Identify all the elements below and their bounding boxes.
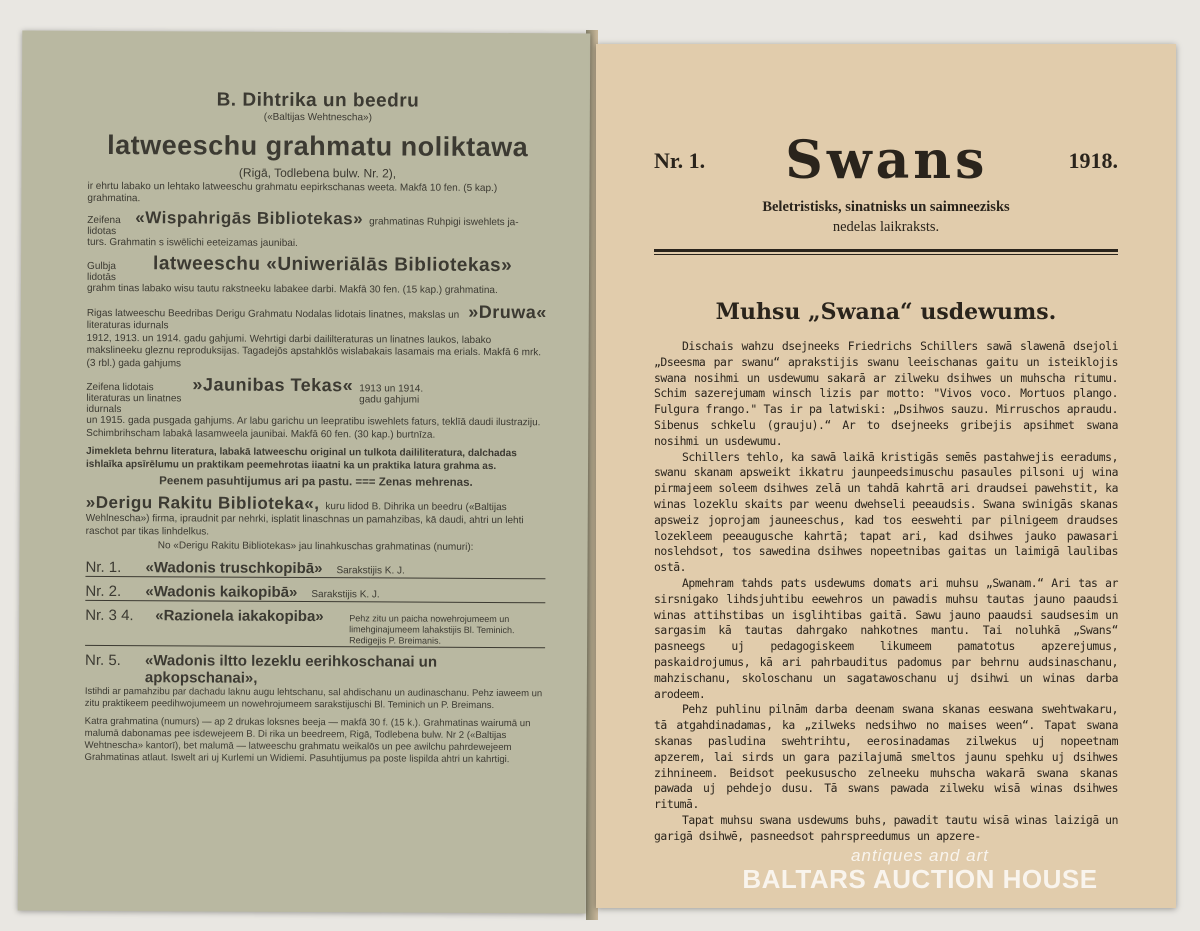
book-list [85,558,546,711]
subtitle-line2: nedelas laikraksts. [832,219,940,235]
newspaper-title: Swans [785,130,989,191]
masthead [654,130,1118,191]
b3-text2: 1912, 1913. un 1914. gadu gahjumi. Wehrtigi darbi daililteraturas un linatnes laukos, labako makslineeku gleznu reproduksijas. Tagadejōs apstahklōs wislabakais lasamais ma erials. Makfā 6 mrk. (3 rbl.) gada gahjums [86,332,542,369]
watermark-large: BALTARS AUCTION HOUSE [742,864,1098,894]
store-name: latweeschu grahmatu noliktawa [107,129,529,162]
drb-right: kuru lidod B. Dihrika un beedru («Baltijas [325,501,507,514]
b1-left: Zeifena lidotas [87,214,121,237]
article-paragraph: Dischais wahzu dsejneeks Friedrichs Schillers sawā slawenā dsejoli „Dseesma par swanu“ aprakstijis swanu leeischanas gaitu un isteiklojis swana nosihmi un usdewumu sakarā ar zilweku dsihwes un muhscha ritumu. Schim sazerejumam winsch lizis par motto: "Vivos voco. Mortuos plango. Fulgura frango." Tas ir pa latwiski: „Dsihwos sauzu. Mirruschos apraudu. Sibenus schkelu (grauju).“ Ar to dsejneeks gribejis apsihmet swana nosihmi un usdewumu. [654,339,1118,448]
b2-title: latweeschu «Uniweriālās Bibliotekas» [153,253,513,277]
subtitle-line1: Beletristisks, sinatnisks un saimneezisks [762,199,1010,215]
left-page [18,31,591,914]
watermark [720,848,1120,895]
issue-number: Nr. 1. [654,147,706,173]
list-item: Nr. 3 4. «Razionela iakakopiba» Pehz zitu un paicha nowehrojumeem un limehginajumeem lahakstijis Bl. Teminich. Redigejis P. Breimanis. [85,606,545,647]
b1-text: turs. Grahmatin s iswēlichi eeteizamas jaunibai. [87,236,298,249]
watermark-small: antiques and art [851,846,989,865]
b5-text: Jimekleta behrnu literatura, labakā latweeschu original un tulkota daililiteratura, dalchadas ishlaīka apsīrēlumu un praktikam peemehrotas iiaatni ka un praktika latura grahma as. [86,445,517,472]
article-paragraph: Schillers tehlo, ka sawā laikā kristigās semēs pastahwejis eeradums, swanu skanam apsweikt ikkatru jaunpeedsimuschu pasaules pilsoni uj wina pirmajeem soleem dsihwes zelā un tahdā kahrtā ari draudsei pawehstit, ka winas lozeklu skaits par weenu dwehseli peeaudsis. Swana swinigās skanas apsweiz joprojam jauneeschus, kad tos eeswehti par pilnigeem draudses lozekleem peeaugusche kahrtā; tapat ari, kad dsihwes jauko pawasari noslehdsot, tos sawedina dsihwes nopeetnibas gaitas un laimigā laulibas ostā. [654,449,1118,575]
b4-right: 1913 un 1914. gadu gahjumi [359,383,424,406]
publisher-name: B. Dihtrika un beedru [216,89,420,112]
b3-text: Rigas latweeschu Beedribas Derigu Grahmatu Nodalas lidotais linatnes, makslas un literaturas idurnals [86,307,460,332]
drb-text: Wehlnescha») firma, ipraudnit par nehrki, isplatit linaschnas un pamahzibas, kā daudi, ahtri un lehti raschot par tikas linhdelkus. [85,512,524,538]
b4-title: »Jaunibas Tekas« [192,374,354,396]
b1-title: «Wispahrigās Bibliotekas» [135,207,364,228]
footer-text: Katra grahmatina (numurs) — ap 2 drukas loksnes beeja — makfā 30 f. (15 k.). Grahmatinas wairumā un malumā dabonamas pee isdewejeem B. Di rika un beedreem, Rigā, Todlebena bulw. Nr 2 («Baltijas Wehtnescha» kantorī), bet malumā — latweeschu grahmatu weikalōs un pee awilchu pahrdewejeem Grahmatinas atlaut. Iswelt ari uj Kurlemi un Widiemi. Pasuhtijumus pa poste lispilda ahtri un kahrtigi. [84,715,531,765]
masthead-rule [654,249,1118,255]
list-item: Nr. 1. «Wadonis truschkopibā» Sarakstijis K. J. [85,558,545,578]
b3-title: »Druwa« [468,301,547,322]
drb-title: »Derigu Rakitu Biblioteka«, [85,492,320,514]
list-intro: No «Derigu Rakitu Bibliotekas» jau linahkuschas grahmatinas (numuri): [157,540,474,553]
b4-left: Zeifena lidotais literaturas un linatnes idurnals [86,381,182,416]
publisher-subtitle: («Baltijas Wehtnescha») [263,111,372,124]
b4-text: un 1915. gada pusgada gahjums. Ar labu garichu un leepratibu iswehlets faturs, teklīā daudi ilustraziju. Schimbrihscham labakā lasamweela jaunibai. Makfā 60 fen. (30 kap.) burtnīza. [86,414,541,441]
article-paragraph: Tapat muhsu swana usdewums buhs, pawadit tautu wisā winas laizigā un garigā dsihwē, pasneedsot pahrspreedumus un apzere- [654,812,1118,843]
article-paragraph: Apmehram tahds pats usdewums domats ari muhsu „Swanam.“ Ari tas ar sirsnigako lihdsjuhtibu eewehros un pawadis muhsu tautas jauno paaudsi winas attihstibas un isglihtibas gaitā. Sawu jauno paaudsi saudsesim un sargasim kā tautas dahrgako nahkotnes mantu. Tai noluhkā „Swans“ pasneegs uj pedagogiskeem likumeem pamatotus apzerejumus, paskaidrojumus, kā ari pahrbauditus padomus par behrnu audsinaschanu, mahzischanu, skoloschanu un sagatawoschanu uj dsihwi un winas darba arodeem. [654,575,1118,701]
b1-right: grahmatinas Ruhpigi iswehlets ja- [369,215,519,228]
right-page [596,44,1176,908]
list-item: Nr. 5. «Wadonis iltto lezeklu eerihkoschanai un apkopschanai», Istihdi ar pamahzibu par dachadu laknu augu lehtschanu, sal ahdischanu un audinaschanu. Pehz iaweem un zitu praktikeem peedihwojumeem un nowehrojumeem sarakstijuschi Bl. Teminich un P. Breimans. [84,651,543,711]
article-paragraph: Pehz puhlinu pilnām darba deenam swana skanas eeswana swehtwakaru, tā atgahdinadamas, ka „zilweks nedsihwo no maises ween“. Tapat swana skanas pasludina swehtrihtu, eerosinadamas zilwekus uj nopeetnam apzerem, lai sirds un gara pazilajumā smeltos jaunu spehku uj dsihwes zihnineem. Beidsot peekususcho zelneeku muhscha wakarā swana skanas pawada uj pehdejo dusu. Tā swans pawada zilweku wisā winas dsihwes ritumā. [654,702,1118,812]
intro-text: ir ehrtu labako un lehtako latweeschu grahmatu eepirkschanas weeta. Makfā 10 fen. (5 kap.) grahmatina. [87,180,498,205]
b2-text: grahm tinas labako wisu tautu rakstneeku labakee darbi. Makfā 30 fen. (15 kap.) grahmatina. [86,282,498,297]
b2-left: Gulbja lidotās [86,260,117,284]
issue-year: 1918. [1068,147,1118,173]
b5-note: Peenem pasuhtijumus ari pa pastu. === Zenas mehrenas. [159,475,473,489]
list-item: Nr. 2. «Wadonis kaikopibā» Sarakstijis K. J. [85,582,545,602]
article-title: Muhsu „Swana“ usdewums. [715,299,1057,325]
store-address: (Rigā, Todlebena bulw. Nr. 2), [238,165,397,180]
